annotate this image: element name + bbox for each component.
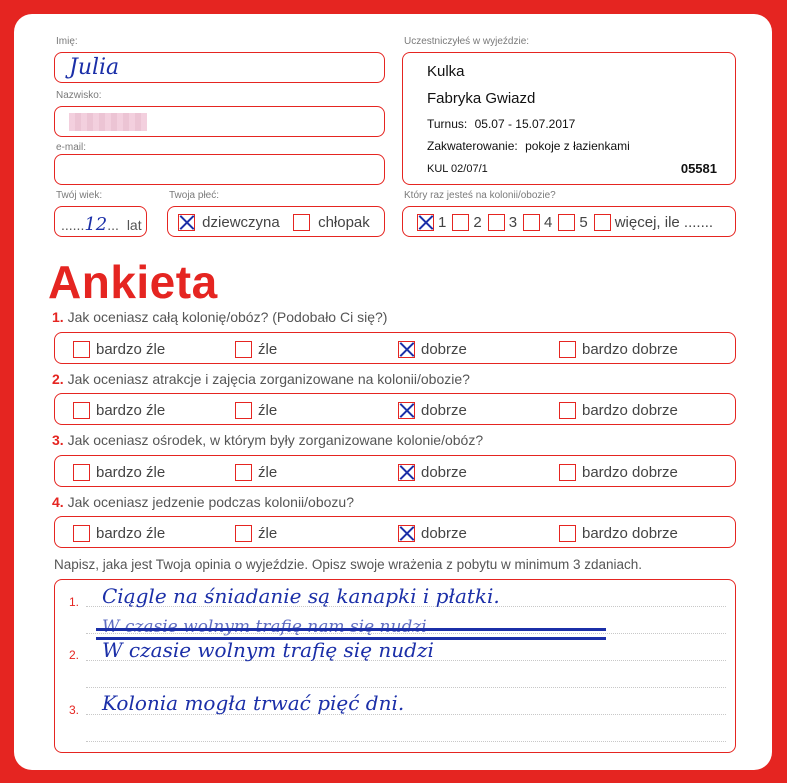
rating-option-label: bardzo dobrze <box>582 340 678 358</box>
age-dots: ...... <box>61 217 85 233</box>
age-dots-after: ... <box>107 217 119 233</box>
surname-label: Nazwisko: <box>56 90 102 101</box>
camp-name: Kulka <box>427 63 465 80</box>
rating-option[interactable] <box>559 463 678 481</box>
question-4: 4. Jak oceniasz jedzenie podczas kolonii/obozu? <box>52 494 354 510</box>
email-label: e-mail: <box>56 142 87 153</box>
email-field[interactable] <box>54 154 385 185</box>
rating-checkbox[interactable] <box>559 525 576 542</box>
rating-row-2 <box>54 393 736 425</box>
rating-option[interactable] <box>73 401 165 419</box>
rating-checkbox[interactable] <box>73 464 90 481</box>
accommodation-row <box>427 139 630 153</box>
rating-option[interactable] <box>398 463 467 481</box>
camp-subtitle: Fabryka Gwiazd <box>427 90 536 107</box>
times-option-label: 4 <box>544 213 553 231</box>
rating-checkbox[interactable] <box>559 341 576 358</box>
turnus-row <box>427 117 575 131</box>
name-label: Imię: <box>56 36 78 47</box>
age-label: Twój wiek: <box>56 190 103 201</box>
female-label: dziewczyna <box>202 213 280 231</box>
name-field[interactable] <box>54 52 385 83</box>
times-more-label: więcej, ile ....... <box>614 213 714 231</box>
male-label: chłopak <box>318 213 370 231</box>
times-checkbox[interactable] <box>558 214 575 231</box>
rating-checkbox[interactable] <box>73 402 90 419</box>
rating-option-label: źle <box>258 340 278 358</box>
rating-checkbox[interactable] <box>235 341 252 358</box>
times-checkbox[interactable] <box>488 214 505 231</box>
gender-field <box>167 206 385 237</box>
opinion-number-3: 3. <box>69 703 80 717</box>
rating-option-label: bardzo dobrze <box>582 463 678 481</box>
rating-option-label: dobrze <box>421 524 467 542</box>
name-value: Julia <box>69 55 120 80</box>
camp-number: 05581 <box>680 161 717 176</box>
rating-option[interactable] <box>73 524 165 542</box>
times-more-checkbox[interactable] <box>594 214 611 231</box>
camp-code: KUL 02/07/1 <box>427 163 488 175</box>
rating-checkbox[interactable] <box>398 525 415 542</box>
survey-sheet <box>14 14 772 770</box>
crossed-out-text: W czasie wolnym trafię nam się nudzi <box>102 617 427 637</box>
rating-checkbox[interactable] <box>235 402 252 419</box>
age-field[interactable] <box>54 206 147 237</box>
rating-row-1 <box>54 332 736 364</box>
age-unit: lat <box>126 217 142 233</box>
rating-option[interactable] <box>398 340 467 358</box>
times-options <box>411 213 713 231</box>
rating-option[interactable] <box>235 524 277 542</box>
rating-option[interactable] <box>235 401 277 419</box>
rating-option[interactable] <box>559 524 678 542</box>
question-3: 3. Jak oceniasz ośrodek, w którym były zorganizowane kolonie/obóz? <box>52 432 484 448</box>
redacted-surname <box>69 113 147 131</box>
rating-option-label: dobrze <box>421 340 467 358</box>
rating-option[interactable] <box>398 401 467 419</box>
rating-option-label: bardzo dobrze <box>582 524 678 542</box>
rating-option-label: bardzo źle <box>96 524 166 542</box>
opinion-line-3: Kolonia mogła trwać pięć dni. <box>102 691 405 715</box>
male-checkbox[interactable] <box>293 214 310 231</box>
rating-option[interactable] <box>235 463 277 481</box>
question-2: 2. Jak oceniasz atrakcje i zajęcia zorganizowane na kolonii/obozie? <box>52 371 470 387</box>
rating-checkbox[interactable] <box>559 464 576 481</box>
rating-checkbox[interactable] <box>559 402 576 419</box>
writing-line <box>86 741 726 742</box>
rating-option-label: bardzo źle <box>96 340 166 358</box>
female-checkbox[interactable] <box>178 214 195 231</box>
turnus-value: 05.07 - 15.07.2017 <box>474 117 576 131</box>
rating-option[interactable] <box>559 401 678 419</box>
age-value: 12 <box>84 214 108 235</box>
accommodation-label: Zakwaterowanie: <box>427 139 518 153</box>
accommodation-value: pokoje z łazienkami <box>525 139 630 153</box>
times-option-label: 1 <box>438 213 447 231</box>
times-checkbox[interactable] <box>417 214 434 231</box>
rating-option[interactable] <box>398 524 467 542</box>
gender-label: Twoja płeć: <box>169 190 220 201</box>
rating-option[interactable] <box>73 463 165 481</box>
times-option-label: 2 <box>473 213 482 231</box>
rating-option-label: dobrze <box>421 463 467 481</box>
times-option-label: 3 <box>508 213 518 231</box>
rating-option-label: dobrze <box>421 401 467 419</box>
writing-line <box>86 687 726 688</box>
opinion-line-2: W czasie wolnym trafię się nudzi <box>102 638 434 662</box>
times-checkbox[interactable] <box>523 214 540 231</box>
rating-option-label: bardzo dobrze <box>582 401 678 419</box>
times-option-label: 5 <box>579 213 588 231</box>
rating-option-label: źle <box>258 463 278 481</box>
trip-label: Uczestniczyłeś w wyjeździe: <box>404 36 530 47</box>
rating-option[interactable] <box>235 340 277 358</box>
surname-field[interactable] <box>54 106 385 137</box>
rating-checkbox[interactable] <box>73 341 90 358</box>
rating-option-label: bardzo źle <box>96 401 166 419</box>
survey-title: Ankieta <box>48 256 218 308</box>
opinion-number-1: 1. <box>69 595 80 609</box>
rating-checkbox[interactable] <box>73 525 90 542</box>
rating-checkbox[interactable] <box>398 341 415 358</box>
rating-row-3 <box>54 455 736 487</box>
rating-row-4 <box>54 516 736 548</box>
camp-info-box <box>402 52 736 185</box>
times-checkbox[interactable] <box>452 214 469 231</box>
rating-option-label: źle <box>258 524 278 542</box>
times-label: Który raz jesteś na kolonii/obozie? <box>404 190 556 201</box>
rating-option[interactable] <box>559 340 678 358</box>
rating-checkbox[interactable] <box>235 525 252 542</box>
question-1: 1. Jak oceniasz całą kolonię/obóz? (Podobało Ci się?) <box>52 309 388 325</box>
rating-checkbox[interactable] <box>398 464 415 481</box>
opinion-number-2: 2. <box>69 648 80 662</box>
opinion-line-1: Ciągle na śniadanie są kanapki i płatki. <box>102 584 500 608</box>
rating-option-label: bardzo źle <box>96 463 166 481</box>
rating-option[interactable] <box>73 340 165 358</box>
times-field <box>402 206 736 237</box>
rating-checkbox[interactable] <box>235 464 252 481</box>
rating-option-label: źle <box>258 401 278 419</box>
rating-checkbox[interactable] <box>398 402 415 419</box>
opinion-prompt: Napisz, jaka jest Twoja opinia o wyjeździe. Opisz swoje wrażenia z pobytu w minimum 3 zdaniach. <box>54 557 643 572</box>
turnus-label: Turnus: <box>427 117 468 131</box>
